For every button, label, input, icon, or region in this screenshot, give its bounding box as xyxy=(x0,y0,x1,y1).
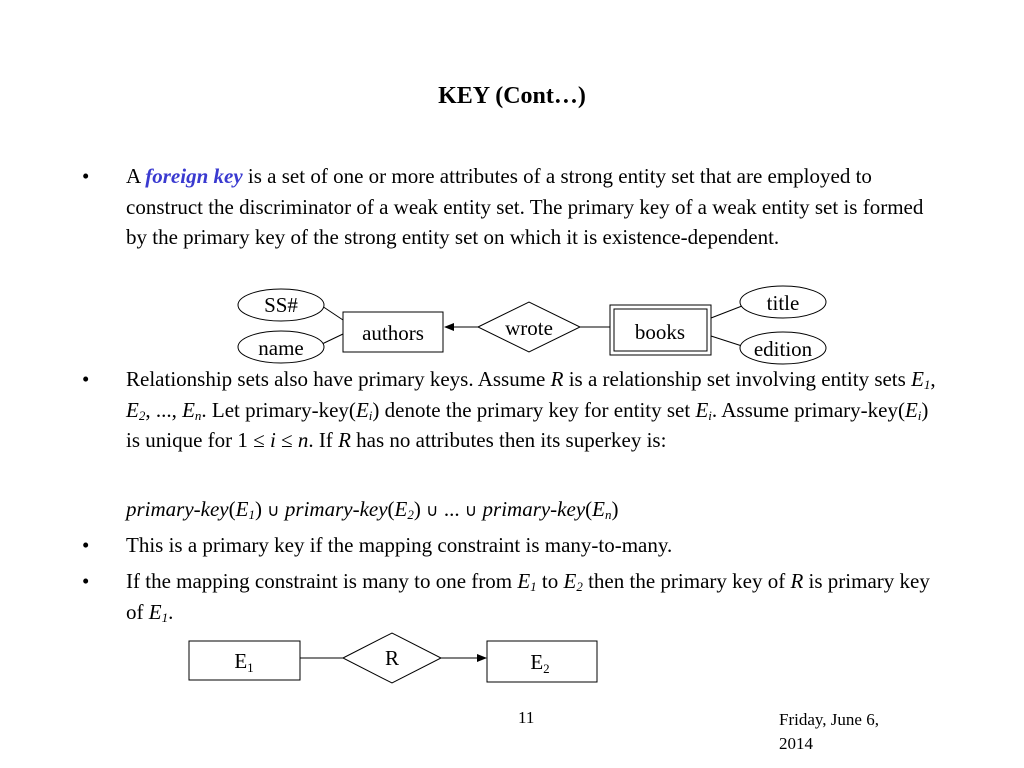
slide-title: KEY (Cont…) xyxy=(438,83,586,109)
connector-line xyxy=(711,336,742,346)
bullet-marker: • xyxy=(82,367,90,391)
entity-authors-label: authors xyxy=(362,321,424,345)
bullet-many-to-one: If the mapping constraint is many to one from $E_1$ to $E_2$ then the primary key of R is primary key of $E_1$. xyxy=(126,569,930,625)
relationship-r-label: R xyxy=(384,646,400,670)
connector-line xyxy=(711,306,742,318)
foreign-key-term: foreign key xyxy=(145,164,243,188)
relationship-wrote-label: wrote xyxy=(505,316,553,340)
er-diagram-authors-books xyxy=(238,286,826,364)
superkey-formula: primary-$key(E_1)$ ∪ primary-$key(E_2)$ ∪ ... ∪ primary-$key(E_n)$ xyxy=(126,497,619,522)
entity-e1-label: E1 xyxy=(234,649,254,675)
attribute-title-label: title xyxy=(766,291,800,315)
attribute-name-label: name xyxy=(258,336,304,360)
connector-line xyxy=(322,306,343,320)
entity-e2-label: E2 xyxy=(530,650,550,676)
bullet-marker: • xyxy=(82,164,90,188)
bullet-relationship-keys: Relationship sets also have primary keys. Assume R is a relationship set involving entity sets $E_1$, $E_2$, ..., $E_n$. Let primary-$key(E_i)$ denote the primary key for entity set $E_i$. Assume primary-$key(E_i)$ is unique for 1 ≤ i ≤ n. If R has no attributes then its superkey is: xyxy=(126,367,936,452)
slide-date-line1: Friday, June 6, xyxy=(779,710,879,729)
bullet-many-to-many: This is a primary key if the mapping constraint is many-to-many. xyxy=(126,533,673,557)
slide-date-line2: 2014 xyxy=(779,734,813,753)
attribute-edition-label: edition xyxy=(753,337,813,361)
bullet-marker: • xyxy=(82,569,90,593)
bullet-foreign-key: A foreign key is a set of one or more attributes of a strong entity set that are employed to construct the discriminator of a weak entity set. The primary key of a weak entity set is formed by the primary key of the strong entity set on which it is existence-dependent. xyxy=(126,164,924,249)
bullet-marker: • xyxy=(82,533,90,557)
connector-line xyxy=(322,334,343,344)
attribute-ssn-label: SS# xyxy=(264,293,298,317)
page-number: 11 xyxy=(518,708,535,727)
weak-entity-books-label: books xyxy=(634,320,686,344)
er-diagram-e1-e2 xyxy=(189,633,597,683)
